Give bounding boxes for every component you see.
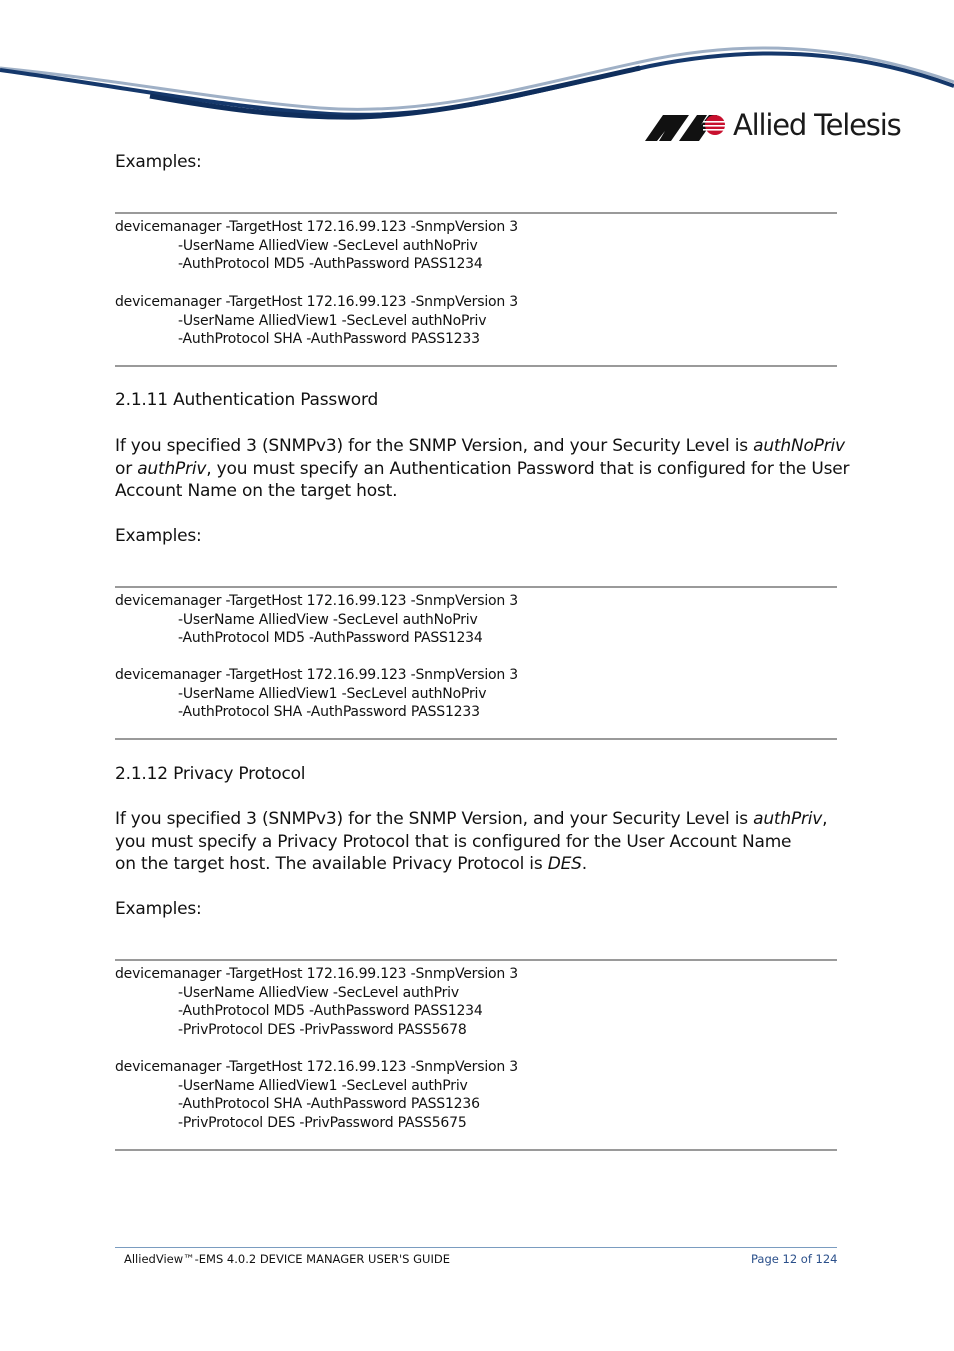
allied-telesis-logo	[645, 108, 905, 148]
section-heading: 2.1.11 Authentication Password	[115, 390, 379, 410]
code-block-top-rule	[115, 212, 837, 214]
code-line: devicemanager -TargetHost 172.16.99.123 -SnmpVersion 3	[115, 1059, 519, 1075]
code-line: devicemanager -TargetHost 172.16.99.123 -SnmpVersion 3	[115, 667, 519, 683]
code-block-bottom-rule	[115, 1149, 837, 1151]
code-line: -UserName AlliedView -SecLevel authNoPriv	[178, 611, 478, 628]
code-line: -UserName AlliedView -SecLevel authPriv	[178, 984, 459, 1001]
code-line: -UserName AlliedView1 -SecLevel authPriv	[178, 1077, 468, 1094]
paragraph-text: or	[115, 458, 138, 479]
code-line: -AuthProtocol SHA -AuthPassword PASS1233	[178, 331, 480, 348]
paragraph-text: Account Name on the target host.	[115, 481, 398, 501]
paragraph-text: on the target host. The available Privacy Protocol is	[115, 854, 548, 874]
paragraph-text: , you must specify an Authentication Password that is configured for the User	[206, 458, 850, 479]
examples-label: Examples:	[115, 152, 202, 172]
code-block-bottom-rule	[115, 738, 837, 740]
paragraph-text: .	[581, 854, 587, 874]
examples-label: Examples:	[115, 899, 202, 919]
code-line: -UserName AlliedView1 -SecLevel authNoPriv	[178, 685, 487, 702]
code-line: -PrivProtocol DES -PrivPassword PASS5675	[178, 1114, 467, 1131]
paragraph-emphasis: authPriv	[137, 458, 207, 479]
code-line: -PrivProtocol DES -PrivPassword PASS5678	[178, 1021, 467, 1038]
paragraph-emphasis: authPriv	[753, 809, 823, 829]
code-block-bottom-rule	[115, 365, 837, 367]
code-block	[115, 965, 518, 1039]
code-block-top-rule	[115, 959, 837, 961]
code-line: -AuthProtocol MD5 -AuthPassword PASS1234	[178, 256, 483, 273]
footer-document-title: AlliedView™-EMS 4.0.2 DEVICE MANAGER USER'S GUIDE	[124, 1252, 450, 1266]
code-block	[115, 218, 518, 274]
code-line: -UserName AlliedView1 -SecLevel authNoPriv	[178, 312, 487, 329]
code-block	[115, 293, 518, 349]
code-line: -AuthProtocol MD5 -AuthPassword PASS1234	[178, 630, 483, 647]
section-heading: 2.1.12 Privacy Protocol	[115, 764, 306, 784]
paragraph	[115, 808, 827, 876]
code-line: -AuthProtocol MD5 -AuthPassword PASS1234	[178, 1003, 483, 1020]
allied-telesis-logo-wordmark: Allied Telesis	[733, 108, 901, 142]
code-block	[115, 592, 518, 648]
paragraph-emphasis: authNoPriv	[753, 436, 845, 456]
code-block-top-rule	[115, 586, 837, 588]
allied-telesis-logo-mark-icon	[645, 113, 729, 141]
paragraph	[115, 435, 849, 503]
paragraph-text: If you specified 3 (SNMPv3) for the SNMP Version, and your Security Level is	[115, 809, 754, 829]
code-line: -AuthProtocol SHA -AuthPassword PASS1233	[178, 704, 480, 721]
paragraph-emphasis: DES	[547, 854, 582, 874]
footer-rule	[115, 1247, 837, 1248]
code-block	[115, 666, 518, 722]
paragraph-text: If you specified 3 (SNMPv3) for the SNMP Version, and your Security Level is	[115, 436, 754, 456]
code-line: -AuthProtocol SHA -AuthPassword PASS1236	[178, 1096, 480, 1113]
code-line: devicemanager -TargetHost 172.16.99.123 -SnmpVersion 3	[115, 219, 519, 235]
code-line: devicemanager -TargetHost 172.16.99.123 -SnmpVersion 3	[115, 593, 519, 609]
code-line: devicemanager -TargetHost 172.16.99.123 -SnmpVersion 3	[115, 966, 519, 982]
code-line: devicemanager -TargetHost 172.16.99.123 -SnmpVersion 3	[115, 294, 519, 310]
paragraph-text: ,	[822, 809, 828, 829]
paragraph-text: you must specify a Privacy Protocol that is configured for the User Account Name	[115, 831, 792, 852]
examples-label: Examples:	[115, 526, 202, 546]
footer-page-number: Page 12 of 124	[751, 1252, 838, 1266]
code-line: -UserName AlliedView -SecLevel authNoPriv	[178, 237, 478, 254]
code-block	[115, 1058, 518, 1132]
